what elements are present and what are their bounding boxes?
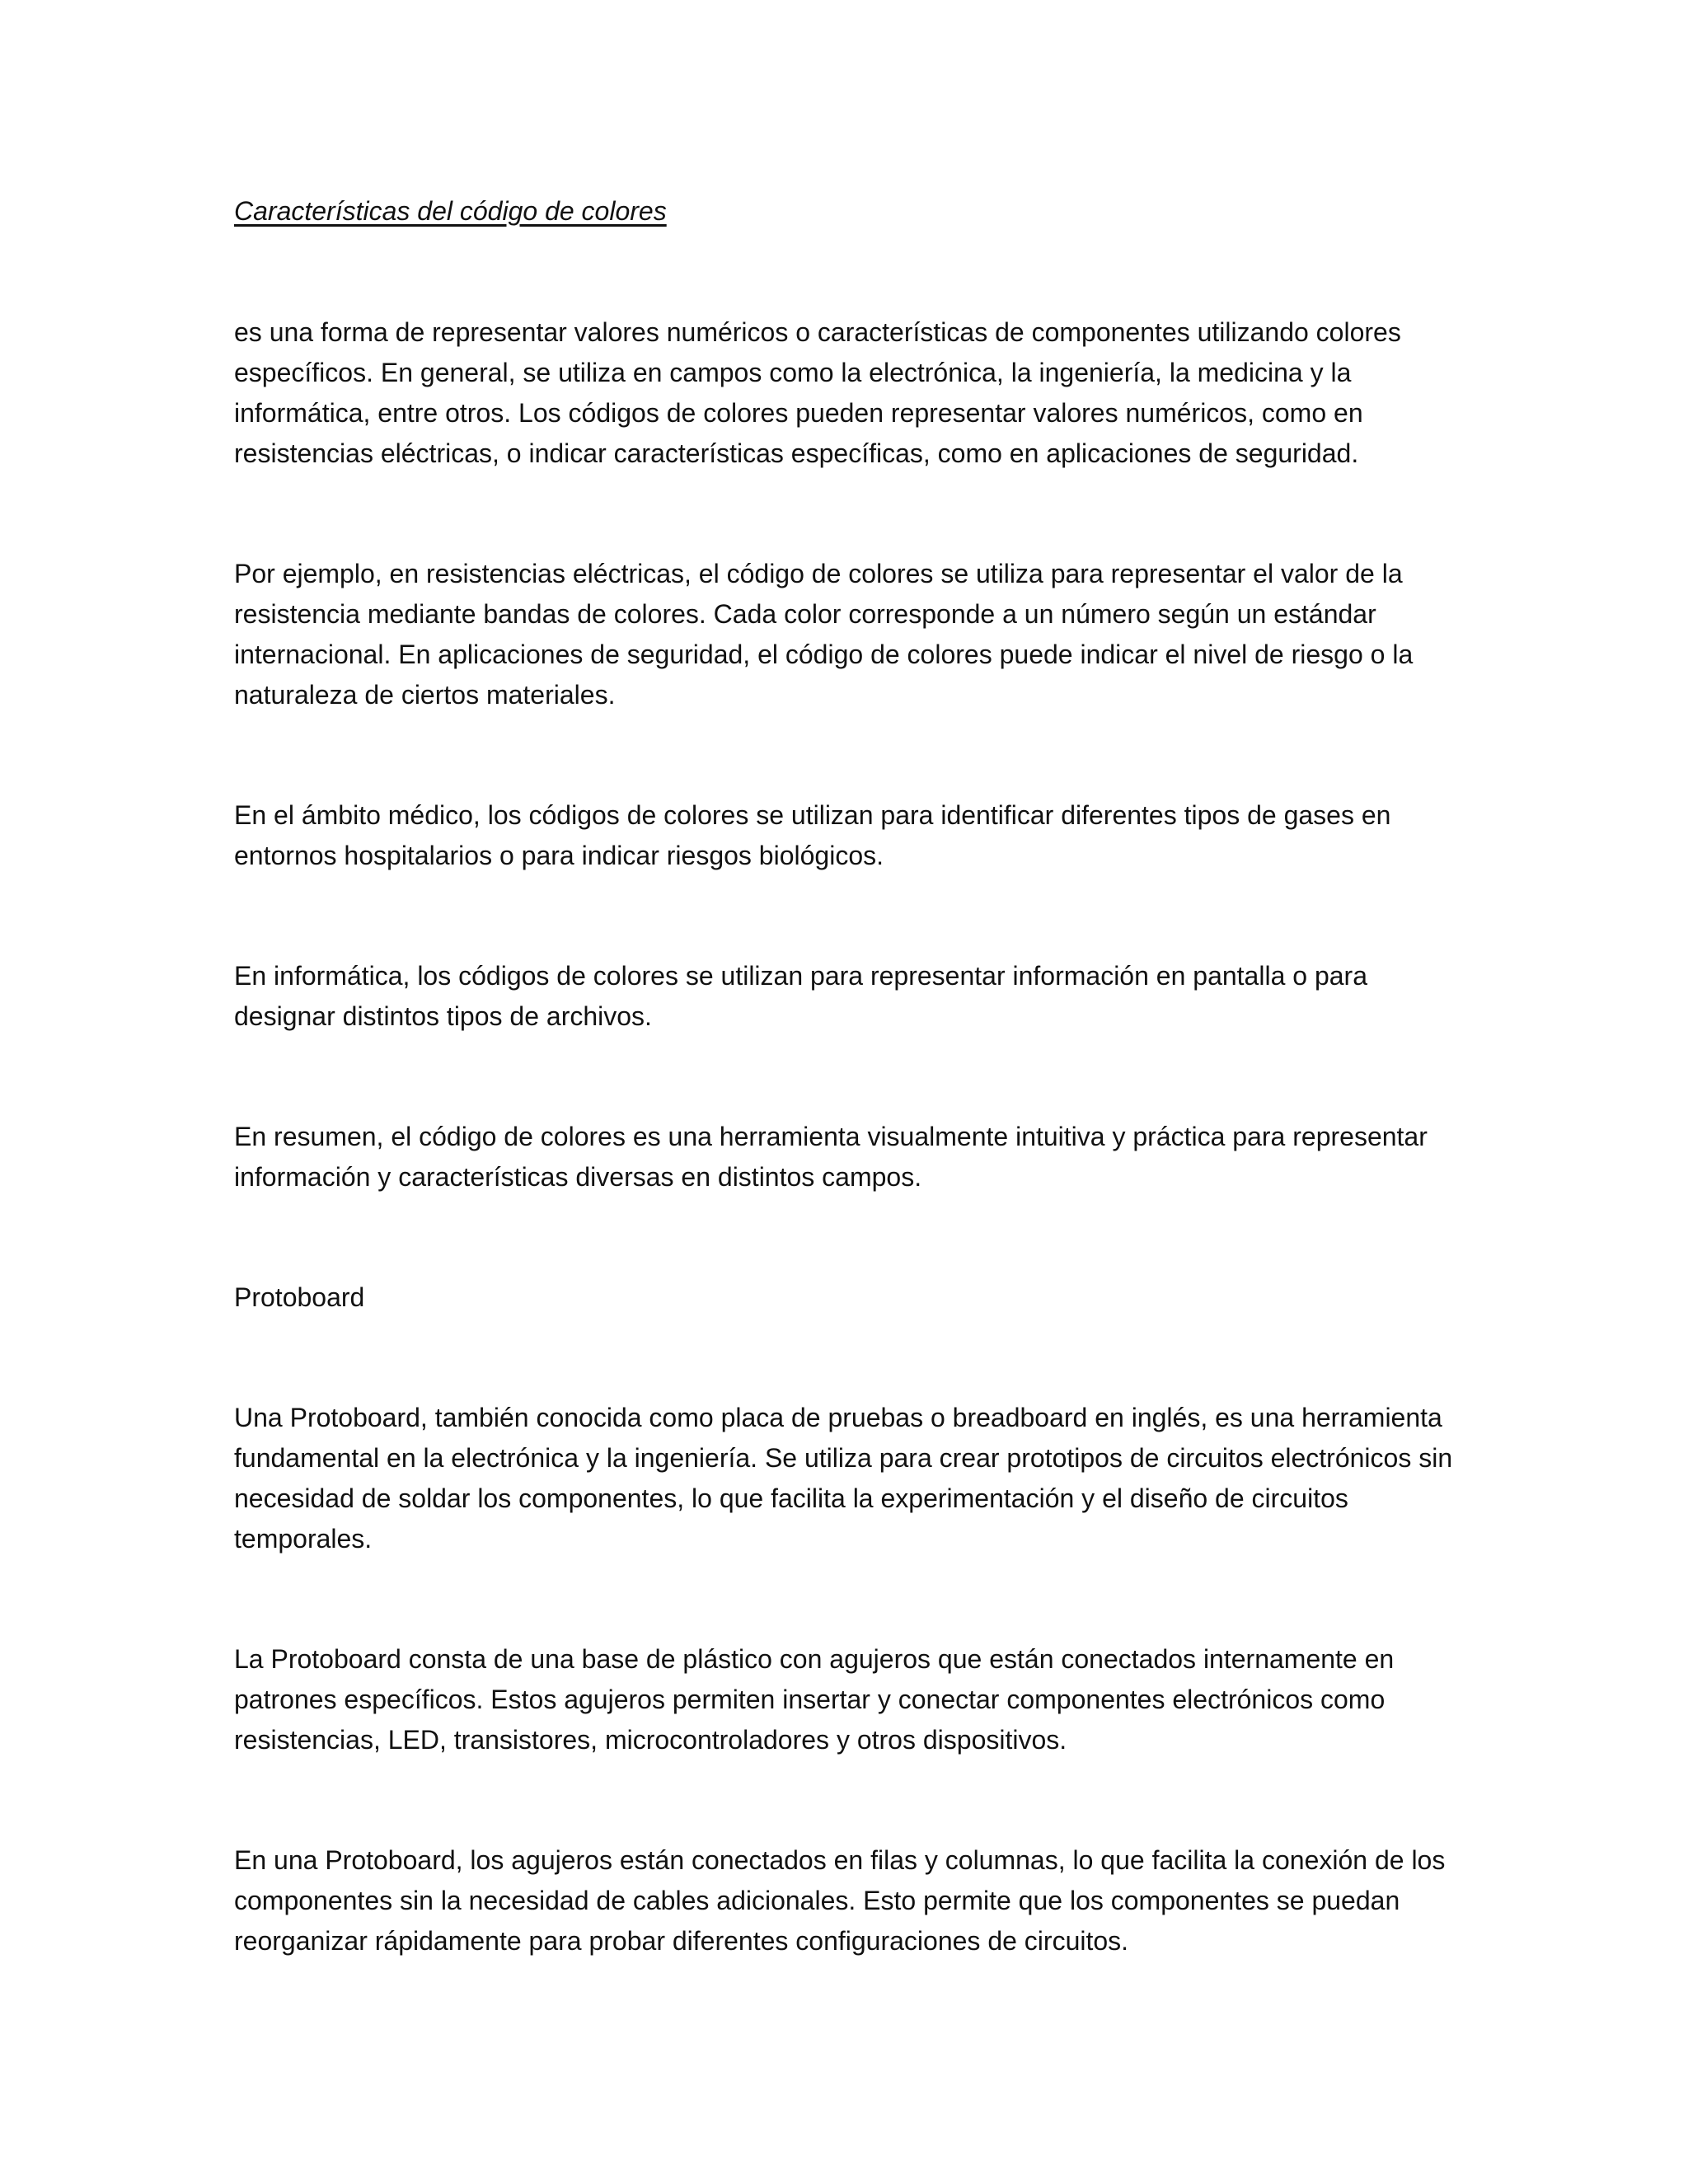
- paragraph: En el ámbito médico, los códigos de colores se utilizan para identificar diferentes tipos de gases en entornos hospitalarios o para indicar riesgos biológicos.: [234, 800, 1391, 870]
- paragraph: Por ejemplo, en resistencias eléctricas, el código de colores se utiliza para representar el valor de la resistencia mediante bandas de colores. Cada color corresponde a un número según un estándar internacional. En aplicaciones de seguridad, el código de colores puede indicar el nivel de riesgo o la naturaleza de ciertos materiales.: [234, 559, 1414, 710]
- paragraph: Una Protoboard, también conocida como placa de pruebas o breadboard en inglés, es una herramienta fundamental en la electrónica y la ingeniería. Se utiliza para crear prototipos de circuitos electrónicos sin necesidad de soldar los componentes, lo que facilita la experimentación y el diseño de circuitos temporales.: [234, 1403, 1453, 1554]
- paragraph: En informática, los códigos de colores se utilizan para representar información en pantalla o para designar distintos tipos de archivos.: [234, 961, 1367, 1031]
- paragraph: En una Protoboard, los agujeros están conectados en filas y columnas, lo que facilita la conexión de los componentes sin la necesidad de cables adicionales. Esto permite que los componentes se puedan reorganizar rápidamente para probar diferentes configuraciones de circuitos.: [234, 1845, 1446, 1956]
- paragraph: es una forma de representar valores numéricos o características de componentes utilizando colores específicos. En general, se utiliza en campos como la electrónica, la ingeniería, la medicina y la informática, entre otros. Los códigos de colores pueden representar valores numéricos, como en resistencias eléctricas, o indicar características específicas, como en aplicaciones de seguridad.: [234, 317, 1401, 468]
- section-heading: Protoboard: [234, 1282, 365, 1312]
- document-title: Características del código de colores: [234, 196, 667, 226]
- document-body: [234, 191, 1454, 1961]
- paragraph: En resumen, el código de colores es una herramienta visualmente intuitiva y práctica para representar información y características diversas en distintos campos.: [234, 1122, 1428, 1192]
- paragraph: La Protoboard consta de una base de plástico con agujeros que están conectados internamente en patrones específicos. Estos agujeros permiten insertar y conectar componentes electrónicos como resistencias, LED, transistores, microcontroladores y otros dispositivos.: [234, 1644, 1395, 1755]
